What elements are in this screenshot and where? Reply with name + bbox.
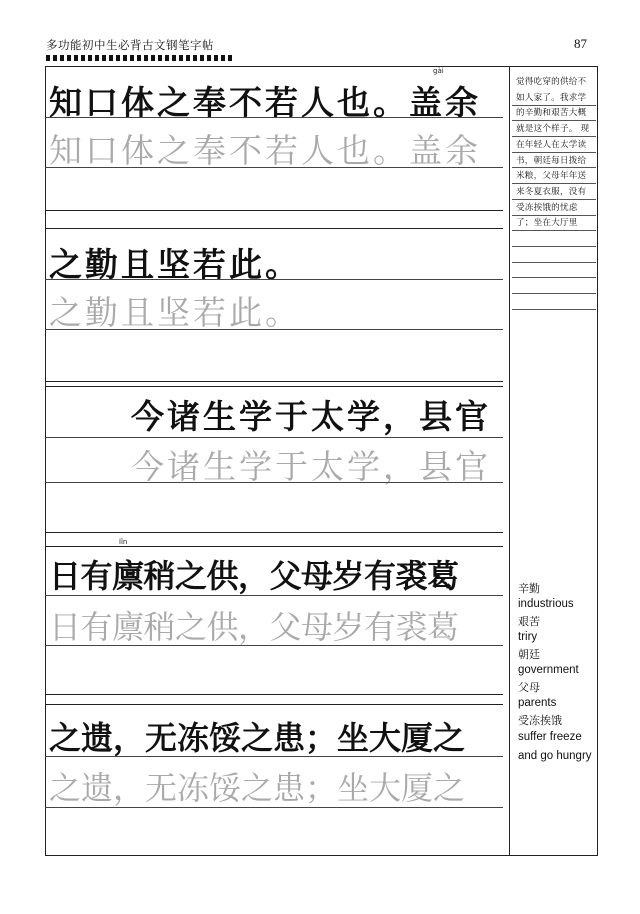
- practice-block-5: [45, 704, 503, 857]
- vocab-chinese: 辛勤: [518, 583, 540, 595]
- ruled-line: [45, 756, 503, 757]
- model-line: 今诸生学于太学，县官: [131, 397, 491, 436]
- practice-block-2: [45, 228, 503, 382]
- pinyin-annotation: gài: [433, 67, 444, 75]
- practice-block-3: [45, 386, 503, 533]
- vocab-english: industrious: [518, 598, 574, 610]
- vocab-item: [518, 648, 598, 678]
- column-divider: [509, 66, 510, 856]
- vocab-item: [518, 714, 598, 766]
- ruled-line: [45, 482, 503, 483]
- trace-line: 知口体之奉不若人也。盖余: [49, 131, 481, 170]
- vocab-item: [518, 615, 598, 645]
- page-number: 87: [574, 36, 587, 51]
- vocab-item: [518, 681, 598, 711]
- vocab-english: suffer freeze and go hungry: [518, 731, 592, 762]
- vocab-english: government: [518, 664, 579, 676]
- vocab-chinese: 朝廷: [518, 649, 540, 661]
- ruled-line: [45, 595, 503, 596]
- model-line: 之勤且坚若此。: [49, 245, 301, 284]
- model-line: 日有廪稍之供，父母岁有裘葛: [49, 557, 459, 595]
- ruled-line: [45, 279, 503, 280]
- model-line: 知口体之奉不若人也。盖余: [49, 83, 481, 122]
- ruled-line: [45, 329, 503, 330]
- trace-line: 之遗，无冻馁之患；坐大厦之: [49, 769, 466, 807]
- trace-line: 今诸生学于太学，县官: [131, 447, 491, 486]
- practice-block-4: [45, 538, 503, 695]
- vocabulary-list: [518, 582, 598, 769]
- book-title: 多功能初中生必背古文钢笔字帖: [46, 38, 214, 52]
- decorative-dash-rule: [46, 55, 232, 61]
- vocab-english: parents: [518, 697, 557, 709]
- vocab-item: [518, 582, 598, 612]
- vocab-chinese: 父母: [518, 682, 540, 694]
- ruled-line: [45, 807, 503, 808]
- ruled-line: [45, 167, 503, 168]
- model-line: 之遗，无冻馁之患；坐大厦之: [49, 719, 466, 757]
- vocab-chinese: 受冻挨饿: [518, 715, 562, 727]
- pinyin-annotation: lǐn: [119, 538, 128, 546]
- trace-line: 之勤且坚若此。: [49, 293, 301, 332]
- practice-block-1: [45, 66, 503, 211]
- trace-line: 日有廪稍之供，父母岁有裘葛: [49, 608, 459, 646]
- ruled-line: [45, 117, 503, 118]
- translation-note: 觉得吃穿的供给不如人家了。我求学的辛勤和艰苦大概就是这个样子。 现在年轻人在太学读书，朝廷每日拨给米粮，父母年年送来冬夏衣服，没有受冻挨饿的忧虑了；坐在大厅里: [516, 77, 590, 229]
- ruled-line: [45, 645, 503, 646]
- vocab-chinese: 艰苦: [518, 616, 540, 628]
- ruled-line: [45, 437, 503, 438]
- vocab-english: triry: [518, 631, 538, 643]
